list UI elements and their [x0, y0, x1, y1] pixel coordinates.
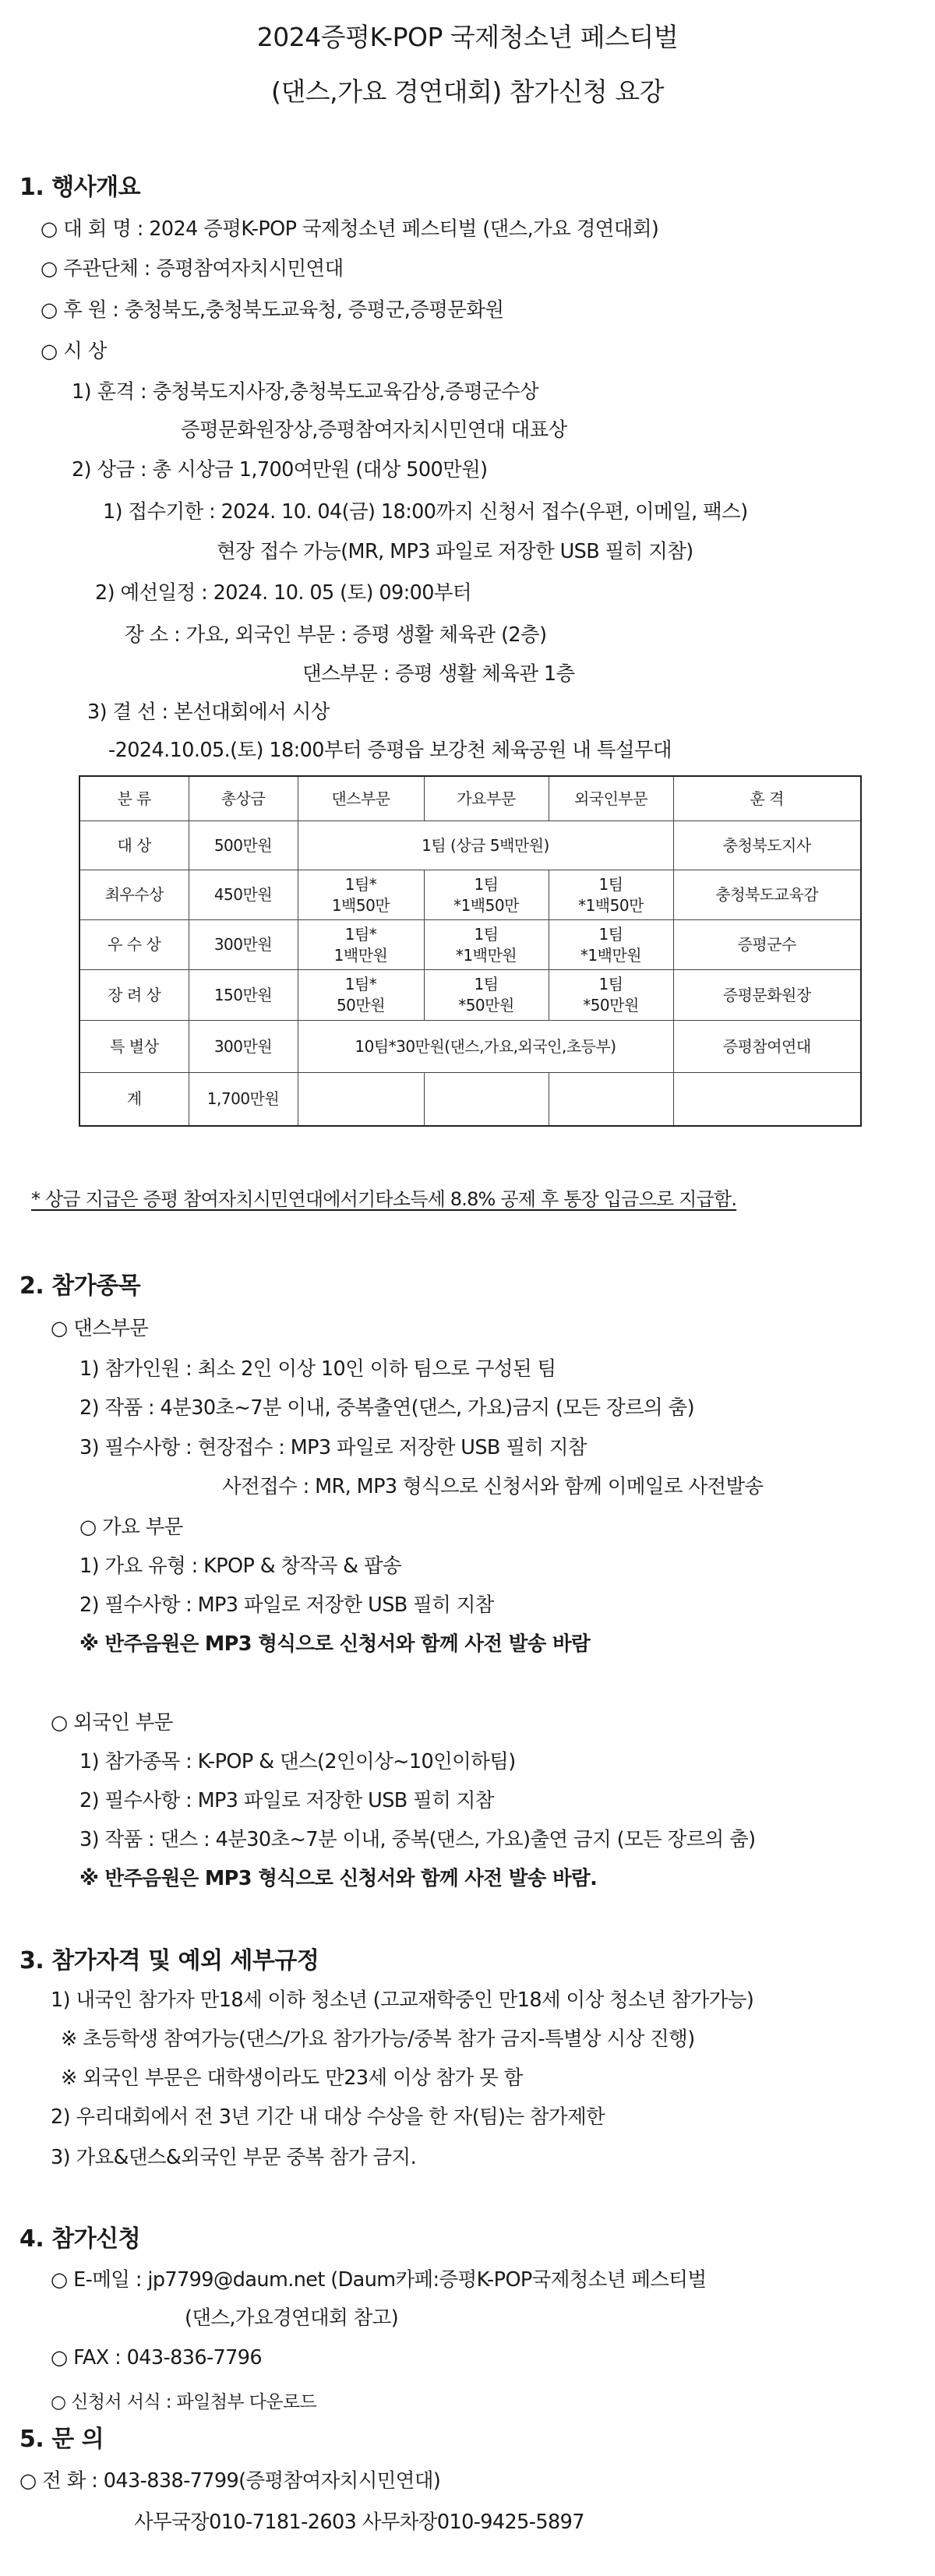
cell-team: 1팀* — [344, 924, 377, 944]
cell-song — [424, 870, 549, 920]
header-commendation: 훈 격 — [673, 776, 861, 821]
cell-dance — [298, 870, 424, 920]
cell-category: 장 려 상 — [79, 970, 189, 1021]
eligibility-line4: 2) 우리대회에서 전 3년 기간 내 대상 수상을 한 자(팀)는 참가제한 — [51, 2105, 605, 2129]
cell-total: 450만원 — [189, 870, 298, 920]
table-row — [79, 821, 861, 870]
cell-amount: *1백만원 — [455, 945, 517, 965]
page-title-line1: 2024증평K-POP 국제청소년 페스티벌 — [256, 22, 679, 52]
cell-total: 300만원 — [189, 1021, 298, 1073]
cell-merged: 10팀*30만원(댄스,가요,외국인,초등부) — [298, 1021, 673, 1073]
section-5-heading: 5. 문 의 — [19, 2426, 104, 2453]
cell-commendation: 증평문화원장 — [673, 970, 861, 1021]
foreign-line3: 3) 작품 : 댄스 : 4분30초~7분 이내, 중복(댄스, 가요)출연 금지 (모든 장르의 춤) — [79, 1828, 756, 1851]
cell-amount: *1백50만 — [578, 895, 644, 915]
song-category: ○ 가요 부문 — [79, 1516, 183, 1539]
sponsors: ○ 후 원 : 충청북도,충청북도교육청, 증평군,증평문화원 — [41, 298, 504, 322]
cell-empty — [424, 1073, 549, 1127]
commendation-line2: 증평문화원장상,증평참여자치시민연대 대표상 — [181, 418, 567, 442]
section-3-heading: 3. 참가자격 및 예외 세부규정 — [19, 1947, 319, 1974]
event-name: ○ 대 회 명 : 2024 증평K-POP 국제청소년 페스티벌 (댄스,가요 경연대회) — [41, 217, 659, 241]
cell-foreign — [549, 920, 673, 970]
eligibility-line5: 3) 가요&댄스&외국인 부문 중복 참가 금지. — [51, 2146, 417, 2169]
eligibility-line1: 1) 내국인 참가자 만18세 이하 청소년 (고교재학중인 만18세 이상 청소년 참가가능) — [51, 1988, 754, 2012]
cell-category: 특 별상 — [79, 1021, 189, 1073]
cell-total: 150만원 — [189, 970, 298, 1021]
cell-amount: *50만원 — [458, 996, 514, 1015]
section-2-heading: 2. 참가종목 — [19, 1272, 141, 1300]
email-line2: (댄스,가요경연대회 참고) — [185, 2306, 399, 2330]
cell-category: 최우수상 — [79, 870, 189, 920]
cell-team: 1팀 — [474, 924, 499, 944]
header-foreign: 외국인부문 — [549, 776, 673, 821]
eligibility-line3: ※ 외국인 부문은 대학생이라도 만23세 이상 참가 못 함 — [61, 2066, 523, 2090]
cell-amount: *50만원 — [583, 996, 639, 1015]
phone-line2: 사무국장010-7181-2603 사무차장010-9425-5897 — [134, 2511, 584, 2534]
dance-line1: 1) 참가인원 : 최소 2인 이상 10인 이하 팀으로 구성된 팀 — [79, 1357, 556, 1381]
cell-song — [424, 970, 549, 1021]
cell-team: 1팀* — [344, 975, 377, 993]
cell-amount: *1백만원 — [580, 945, 642, 965]
header-total: 총상금 — [189, 776, 298, 821]
table-row — [79, 1021, 861, 1073]
dance-line2: 2) 작품 : 4분30초~7분 이내, 중복출연(댄스, 가요)금지 (모든 장르의 춤) — [79, 1396, 694, 1420]
phone-line1: ○ 전 화 : 043-838-7799(증평참여자치시민연대) — [19, 2469, 441, 2493]
cell-dance — [298, 920, 424, 970]
cell-commendation: 증평군수 — [673, 920, 861, 970]
foreign-line2: 2) 필수사항 : MP3 파일로 저장한 USB 필히 지참 — [79, 1789, 494, 1812]
dance-category: ○ 댄스부문 — [51, 1317, 149, 1340]
prize-table — [79, 775, 862, 1127]
cell-foreign — [549, 970, 673, 1021]
page-title-line2: (댄스,가요 경연대회) 참가신청 요강 — [271, 76, 664, 107]
commendation-line1: 1) 훈격 : 충청북도지사장,충청북도교육감상,증평군수상 — [72, 380, 539, 404]
foreign-line1: 1) 참가종목 : K-POP & 댄스(2인이상~10인이하팀) — [79, 1750, 516, 1773]
header-song: 가요부문 — [424, 776, 549, 821]
form-download: ○ 신청서 서식 : 파일첨부 다운로드 — [51, 2392, 317, 2412]
deadline-onsite: 현장 접수 가능(MR, MP3 파일로 저장한 USB 필히 지참) — [217, 540, 693, 563]
venue-line1: 장 소 : 가요, 외국인 부문 : 증평 생활 체육관 (2층) — [125, 623, 547, 647]
cell-amount: 50만원 — [336, 996, 386, 1015]
cell-total: 300만원 — [189, 920, 298, 970]
cell-song — [424, 920, 549, 970]
header-category: 분 류 — [79, 776, 189, 821]
table-row — [79, 870, 861, 920]
cell-team: 1팀 — [598, 874, 623, 894]
cell-empty — [298, 1073, 424, 1127]
foreign-category: ○ 외국인 부문 — [51, 1711, 173, 1734]
cell-dance — [298, 970, 424, 1021]
header-dance: 댄스부문 — [298, 776, 424, 821]
table-row — [79, 920, 861, 970]
cell-total: 500만원 — [189, 821, 298, 870]
table-row — [79, 970, 861, 1021]
cell-amount: 1백50만 — [331, 895, 390, 915]
cell-amount: 1백만원 — [333, 945, 388, 965]
payment-note: * 상금 지급은 증평 참여자치시민연대에서기타소득세 8.8% 공제 후 통장 입금으로 지급함. — [31, 1188, 737, 1210]
eligibility-line2: ※ 초등학생 참여가능(댄스/가요 참가가능/중복 참가 금지-특별상 시상 진행) — [61, 2027, 695, 2051]
finals-schedule: -2024.10.05.(토) 18:00부터 증평읍 보강천 체육공원 내 특설무대 — [108, 739, 672, 762]
cell-team: 1팀* — [344, 874, 377, 894]
cell-category: 우 수 상 — [79, 920, 189, 970]
finals: 3) 결 선 : 본선대회에서 시상 — [87, 700, 330, 724]
table-row — [79, 1073, 861, 1127]
cell-empty — [673, 1073, 861, 1127]
cell-team: 1팀 — [474, 975, 499, 993]
section-4-heading: 4. 참가신청 — [19, 2225, 141, 2253]
table-header-row — [79, 776, 861, 821]
cell-team: 1팀 — [598, 924, 623, 944]
fax-line: ○ FAX : 043-836-7796 — [51, 2346, 263, 2370]
song-line2: 2) 필수사항 : MP3 파일로 저장한 USB 필히 지참 — [79, 1593, 494, 1617]
cell-total: 1,700만원 — [189, 1073, 298, 1127]
cell-merged: 1팀 (상금 5백만원) — [298, 821, 673, 870]
section-1-heading: 1. 행사개요 — [19, 174, 141, 201]
cell-category: 대 상 — [79, 821, 189, 870]
cell-commendation: 충청북도지사 — [673, 821, 861, 870]
dance-line3: 3) 필수사항 : 현장접수 : MP3 파일로 저장한 USB 필히 지참 — [79, 1436, 587, 1459]
foreign-line4: ※ 반주음원은 MP3 형식으로 신청서와 함께 사전 발송 바람. — [79, 1867, 598, 1890]
prize-money: 2) 상금 : 총 시상금 1,700여만원 (대상 500만원) — [72, 458, 488, 482]
cell-category: 계 — [79, 1073, 189, 1127]
awards-label: ○ 시 상 — [41, 340, 107, 363]
preliminary-schedule: 2) 예선일정 : 2024. 10. 05 (토) 09:00부터 — [95, 581, 471, 605]
host-org: ○ 주관단체 : 증평참여자치시민연대 — [41, 257, 344, 281]
dance-line3b: 사전접수 : MR, MP3 형식으로 신청서와 함께 이메일로 사전발송 — [222, 1475, 764, 1498]
deadline: 1) 접수기한 : 2024. 10. 04(금) 18:00까지 신청서 접수(우편, 이메일, 팩스) — [103, 500, 748, 524]
cell-amount: *1백50만 — [453, 895, 519, 915]
song-line3: ※ 반주음원은 MP3 형식으로 신청서와 함께 사전 발송 바람 — [79, 1632, 591, 1656]
cell-commendation: 충청북도교육감 — [673, 870, 861, 920]
cell-commendation: 증평참여연대 — [673, 1021, 861, 1073]
cell-team: 1팀 — [474, 874, 499, 894]
song-line1: 1) 가요 유형 : KPOP & 창작곡 & 팝송 — [79, 1554, 402, 1578]
cell-team: 1팀 — [598, 975, 623, 993]
cell-empty — [549, 1073, 673, 1127]
cell-foreign — [549, 870, 673, 920]
email-line1: ○ E-메일 : jp7799@daum.net (Daum카페:증평K-POP국제청소년 페스티벌 — [51, 2268, 707, 2292]
venue-line2: 댄스부문 : 증평 생활 체육관 1층 — [302, 662, 575, 686]
